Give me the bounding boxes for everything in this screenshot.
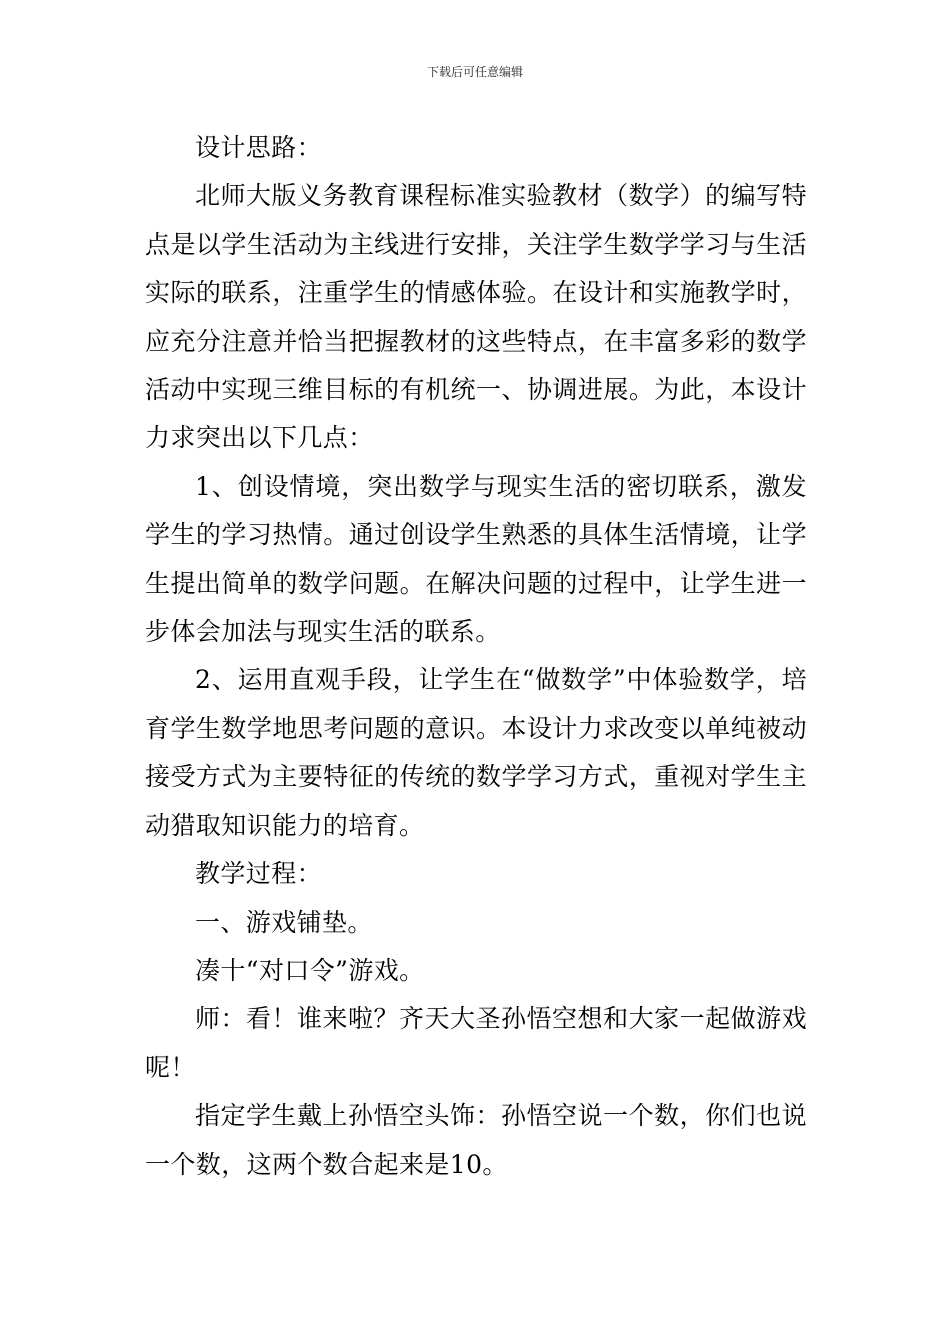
heading-teaching-process: 教学过程： [195,859,323,889]
document-body [145,124,807,1189]
paragraph-point-1: 1、创设情境，突出数学与现实生活的密切联系，激发学生的学习热情。通过创设学生熟悉的具体生活情境，让学生提出简单的数学问题。在解决问题的过程中，让学生进一步体会加法与现实生活的联系。 [145,471,807,647]
paragraph-game-instructions: 指定学生戴上孙悟空头饰：孙悟空说一个数，你们也说一个数，这两个数合起来是10。 [145,1101,807,1179]
paragraph-point-2: 2、运用直观手段，让学生在“做数学”中体验数学，培育学生数学地思考问题的意识。本设计力求改变以单纯被动接受方式为主要特征的传统的数学学习方式，重视对学生主动猎取知识能力的培育。 [145,665,807,840]
paragraph-game-name: 凑十“对口令”游戏。 [195,955,425,985]
page-header: 下载后可任意编辑 [426,65,523,79]
heading-design-idea: 设计思路： [195,133,323,162]
paragraph-teacher-speech: 师：看！谁来啦？齐天大圣孙悟空想和大家一起做游戏呢！ [145,1004,807,1082]
heading-game-warmup: 一、游戏铺垫。 [195,907,373,937]
paragraph-textbook-features: 北师大版义务教育课程标准实验教材（数学）的编写特点是以学生活动为主线进行安排，关注学生数学学习与生活实际的联系，注重学生的情感体验。在设计和实施教学时，应充分注意并恰当把握教材的这些特点，在丰富多彩的数学活动中实现三维目标的有机统一、协调进展。为此，本设计力求突出以下几点： [145,181,807,453]
